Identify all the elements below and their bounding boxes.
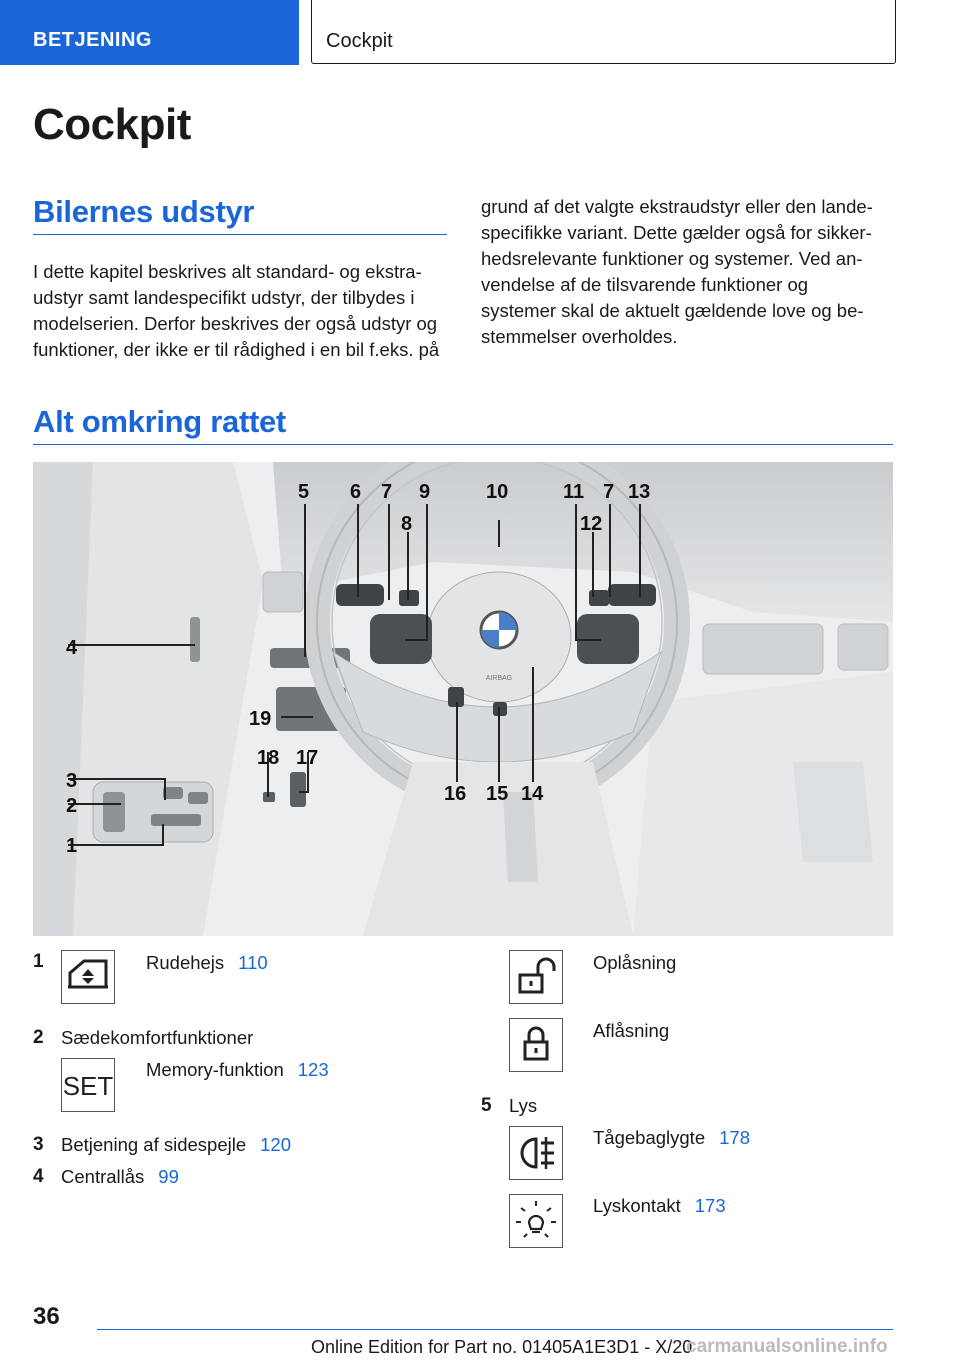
light-switch-icon — [509, 1194, 563, 1248]
list-item — [146, 952, 268, 974]
intro-paragraph-col2: grund af det valgte ekstraudstyr eller den landespecifikke variant. Dette gælder også for sikkerhedsrelevante funktioner og systemer. Ved anvendelse af de tilsvarende funktioner og systemer skal de aktuelt gældende love og bestemmelser overholdes. — [481, 196, 873, 347]
callout-8: 8 — [401, 513, 413, 535]
list-item — [61, 1134, 291, 1156]
list-item — [593, 1195, 726, 1217]
set-icon — [61, 1058, 115, 1112]
callout-19: 19 — [249, 708, 272, 730]
callout-2: 2 — [66, 795, 78, 817]
item-label: Sædekomfortfunktioner — [61, 1027, 254, 1048]
window-lift-icon — [61, 950, 115, 1004]
page-reference-link[interactable]: 99 — [158, 1166, 179, 1187]
list-item — [593, 1127, 750, 1149]
callout-13: 13 — [628, 481, 651, 503]
set-icon-text: SET — [62, 1071, 114, 1101]
page-reference-link[interactable]: 178 — [719, 1127, 750, 1148]
rear-fog-light-icon — [509, 1126, 563, 1180]
item-label: Lys — [509, 1095, 538, 1116]
callout-7: 7 — [381, 481, 393, 503]
section-tab — [0, 0, 299, 65]
page-title: Cockpit — [33, 100, 191, 149]
callout-12: 12 — [580, 513, 603, 535]
section-heading-steering: Alt omkring rattet — [33, 404, 286, 439]
watermark: carmanualsonline.info — [686, 1336, 888, 1357]
cockpit-illustration — [33, 462, 893, 936]
callout-6: 6 — [350, 481, 362, 503]
list-item — [146, 1059, 329, 1081]
page-reference-link[interactable]: 120 — [260, 1134, 292, 1155]
callout-14: 14 — [521, 783, 544, 805]
unlock-icon — [509, 950, 563, 1004]
item-label: Oplåsning — [593, 952, 677, 973]
item-label: Betjening af sidespejle — [61, 1134, 247, 1155]
callout-16: 16 — [444, 783, 467, 805]
page-reference-link[interactable]: 173 — [694, 1195, 726, 1216]
page-number: 36 — [33, 1303, 60, 1330]
callout-3: 3 — [66, 770, 78, 792]
footer-rule — [97, 1329, 893, 1330]
section-rule — [33, 444, 893, 445]
item-number: 5 — [481, 1095, 492, 1116]
chapter-tab-label: Cockpit — [326, 30, 393, 52]
item-label: Aflåsning — [593, 1020, 670, 1041]
callout-15: 15 — [486, 783, 509, 805]
item-number: 3 — [33, 1134, 44, 1155]
callout-10: 10 — [486, 481, 509, 503]
page-reference-link[interactable]: 110 — [238, 952, 268, 973]
callout-7b: 7 — [603, 481, 615, 503]
callout-17: 17 — [296, 747, 319, 769]
callout-5: 5 — [298, 481, 310, 503]
footer-edition: Online Edition for Part no. 01405A1E3D1 - X/20 — [311, 1337, 693, 1357]
chapter-tab — [311, 0, 896, 64]
callout-1: 1 — [66, 835, 78, 857]
item-label: Tågebaglygte — [593, 1127, 706, 1148]
item-number: 1 — [33, 951, 44, 972]
section-tab-label: BETJENING — [33, 29, 152, 51]
cockpit-drawing — [33, 462, 893, 936]
airbag-label: AIRBAG — [485, 675, 513, 682]
item-label: Memory-funktion — [146, 1059, 284, 1080]
callout-18: 18 — [257, 747, 280, 769]
section-heading-equipment: Bilernes udstyr — [33, 194, 255, 229]
item-label: Centrallås — [61, 1166, 145, 1187]
callout-9: 9 — [419, 481, 431, 503]
item-number: 2 — [33, 1027, 44, 1048]
intro-paragraph-col1: I dette kapitel beskrives alt standard- og ekstraudstyr samt landespecifikt udstyr, der tilbydes i modelserien. Derfor beskrives der også udstyr og funktioner, der ikke er til rådighed i en bil f.eks. på — [33, 261, 440, 360]
item-number: 4 — [33, 1166, 44, 1187]
page-reference-link[interactable]: 123 — [297, 1059, 329, 1080]
item-label: Rudehejs — [146, 952, 225, 973]
item-label: Lyskontakt — [593, 1195, 681, 1216]
lock-icon — [509, 1018, 563, 1072]
callout-11: 11 — [563, 481, 585, 503]
section-rule — [33, 234, 447, 235]
list-item — [61, 1166, 179, 1188]
callout-4: 4 — [66, 637, 78, 659]
